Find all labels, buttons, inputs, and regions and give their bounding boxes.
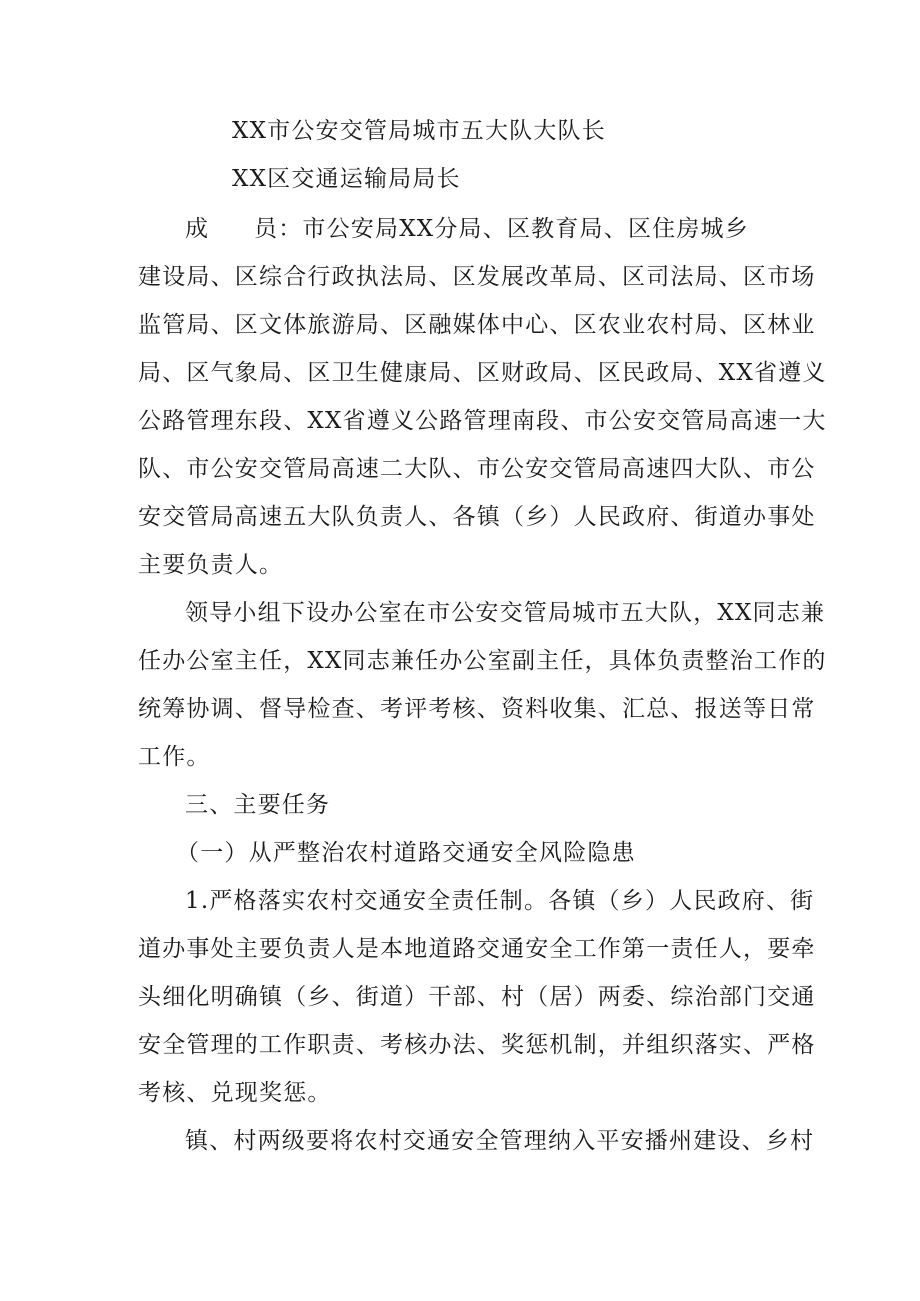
text-line-18: 道办事处主要负责人是本地道路交通安全工作第一责任人，要牵 <box>138 936 816 962</box>
text-line-7: 公路管理东段、XX省遵义公路管理南段、市公安交管局高速一大 <box>138 408 827 434</box>
text-line-10: 主要负责人。 <box>138 552 284 578</box>
text-line-9: 安交管局高速五大队负责人、各镇（乡）人民政府、街道办事处 <box>138 504 816 530</box>
text-line-19: 头细化明确镇（乡、街道）干部、村（居）两委、综治部门交通 <box>138 984 816 1010</box>
text-line-17: 1.严格落实农村交通安全责任制。各镇（乡）人民政府、街 <box>185 888 815 914</box>
text-line-21: 考核、兑现奖惩。 <box>138 1080 332 1106</box>
text-line-6: 局、区气象局、区卫生健康局、区财政局、区民政局、XX省遵义 <box>138 360 827 386</box>
text-line-11: 领导小组下设办公室在市公安交管局城市五大队，XX同志兼 <box>185 600 826 626</box>
text-line-2: XX区交通运输局局长 <box>232 166 461 192</box>
text-line-12: 任办公室主任，XX同志兼任办公室副主任，具体负责整治工作的 <box>138 648 827 674</box>
text-line-5: 监管局、区文体旅游局、区融媒体中心、区农业农村局、区林业 <box>138 312 816 338</box>
section-heading-3: 三、主要任务 <box>185 792 331 818</box>
text-line-3: 员：市公安局XX分局、区教育局、区住房城乡 <box>254 216 749 242</box>
text-line-1: XX市公安交管局城市五大队大队长 <box>232 118 606 144</box>
text-line-3-label: 成 <box>185 216 210 242</box>
text-line-20: 安全管理的工作职责、考核办法、奖惩机制，并组织落实、严格 <box>138 1032 816 1058</box>
text-line-8: 队、市公安交管局高速二大队、市公安交管局高速四大队、市公 <box>138 456 816 482</box>
text-line-4: 建设局、区综合行政执法局、区发展改革局、区司法局、区市场 <box>138 264 816 290</box>
text-line-22: 镇、村两级要将农村交通安全管理纳入平安播州建设、乡村 <box>185 1128 815 1154</box>
text-line-13: 统筹协调、督导检查、考评考核、资料收集、汇总、报送等日常 <box>138 696 816 722</box>
text-line-14: 工作。 <box>138 744 211 770</box>
subsection-heading-1: （一）从严整治农村道路交通安全风险隐患 <box>176 840 636 866</box>
